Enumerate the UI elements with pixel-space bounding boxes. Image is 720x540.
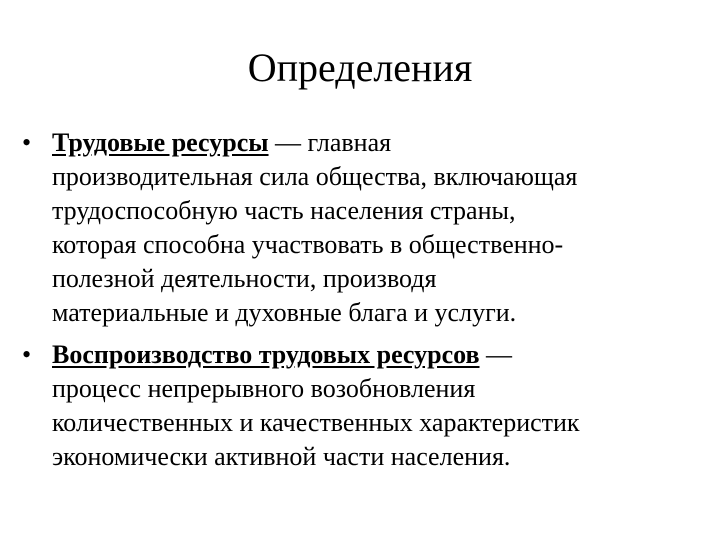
bullet-item-reproduction <box>18 338 708 474</box>
definition-text: количественных и качественных характеристик <box>52 408 580 437</box>
definition-text: — <box>479 340 513 369</box>
definition-text: трудоспособную часть населения страны, <box>52 196 516 225</box>
definition-text: экономически активной части населения. <box>52 442 511 471</box>
definition-text: производительная сила общества, включающая <box>52 162 578 191</box>
bullet-item-labor-resources <box>18 126 708 330</box>
definition-text: полезной деятельности, производя <box>52 264 437 293</box>
definition-first-line <box>52 126 708 160</box>
definition-text: материальные и духовные блага и услуги. <box>52 298 517 327</box>
definition-text: процесс непрерывного возобновления <box>52 374 476 403</box>
definition-text: — главная <box>268 128 392 157</box>
slide-title: Определения <box>247 45 473 90</box>
bullet-list <box>18 126 708 474</box>
bullet-icon: • <box>22 128 32 157</box>
bullet-icon: • <box>22 340 32 369</box>
definition-first-line <box>52 338 708 372</box>
term-reproduction: Воспроизводство трудовых ресурсов <box>52 340 480 369</box>
term-labor-resources: Трудовые ресурсы <box>52 128 269 157</box>
definition-text: которая способна участвовать в общественно- <box>52 230 564 259</box>
